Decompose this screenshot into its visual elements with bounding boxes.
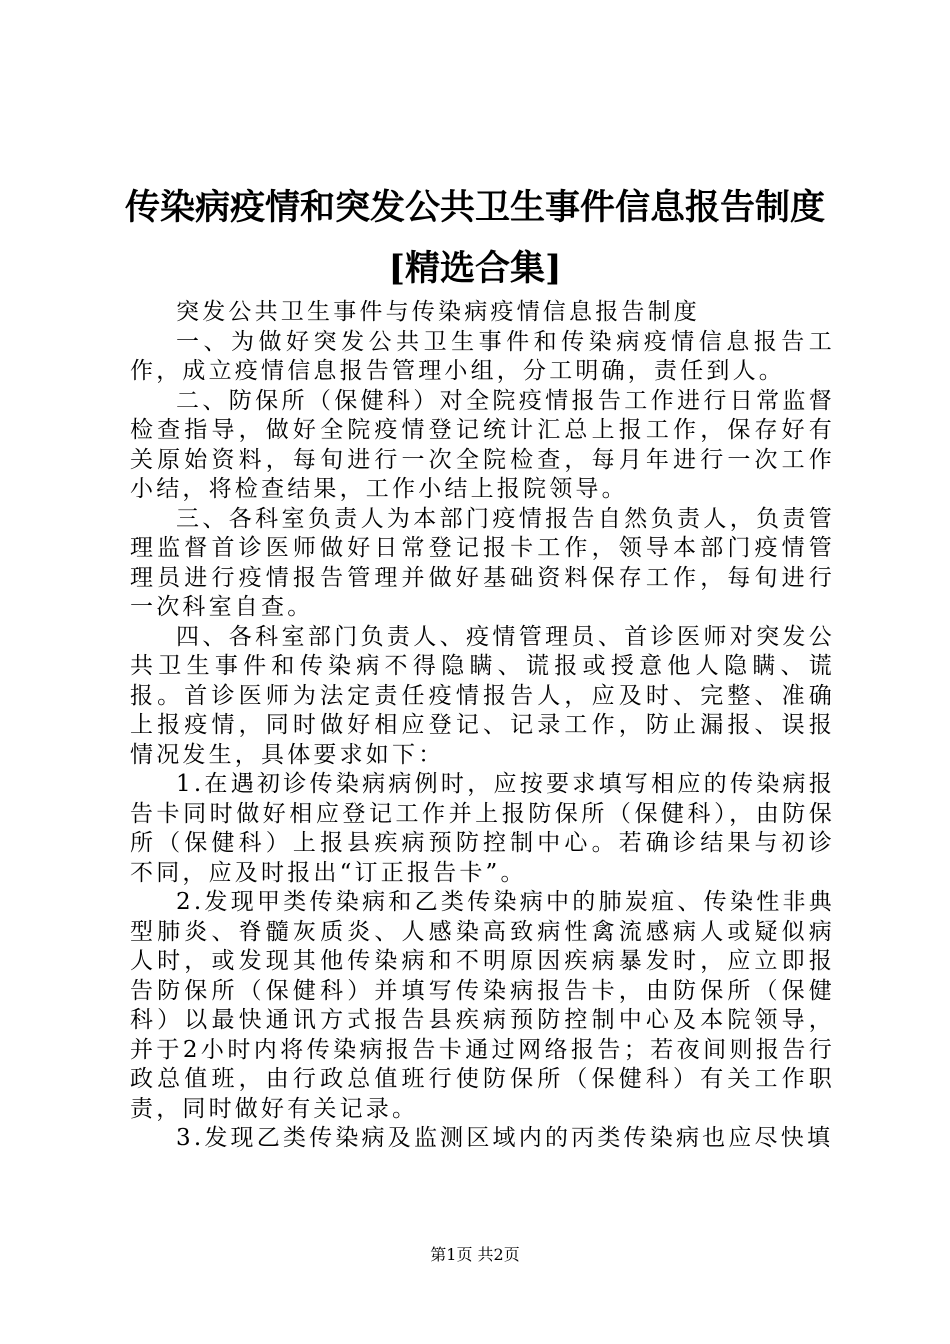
- paragraph: 四、各科室部门负责人、疫情管理员、首诊医师对突发公共卫生事件和传染病不得隐瞒、谎报或授意他人隐瞒、谎报。首诊医师为法定责任疫情报告人，应及时、完整、准确上报疫情，同时做好相应登记、记录工作，防止漏报、误报情况发生，具体要求如下：: [130, 623, 835, 768]
- document-title: 传染病疫情和突发公共卫生事件信息报告制度: [124, 187, 825, 228]
- paragraph: 2.发现甲类传染病和乙类传染病中的肺炭疽、传染性非典型肺炎、脊髓灰质炎、人感染高致病性禽流感病人或疑似病人时，或发现其他传染病和不明原因疾病暴发时，应立即报告防保所（保健科）并填写传染病报告卡，由防保所（保健科）以最快通讯方式报告县疾病预防控制中心及本院领导，并于2小时内将传染病报告卡通过网络报告；若夜间则报告行政总值班，由行政总值班行使防保所（保健科）有关工作职责，同时做好有关记录。: [130, 889, 835, 1122]
- document-body: [130, 298, 835, 1154]
- paragraph: 三、各科室负责人为本部门疫情报告自然负责人，负责管理监督首诊医师做好日常登记报卡工作，领导本部门疫情管理员进行疫情报告管理并做好基础资料保存工作，每旬进行一次科室自查。: [130, 505, 835, 620]
- paragraph: 3.发现乙类传染病及监测区域内的丙类传染病也应尽快填: [176, 1125, 834, 1151]
- paragraph: 突发公共卫生事件与传染病疫情信息报告制度: [176, 299, 700, 325]
- paragraph: 一、为做好突发公共卫生事件和传染病疫情信息报告工作，成立疫情信息报告管理小组，分工明确，责任到人。: [130, 328, 835, 384]
- page-number-footer: 第1页 共2页: [430, 1245, 520, 1264]
- document-subtitle: [精选合集]: [388, 248, 562, 289]
- paragraph: 二、防保所（保健科）对全院疫情报告工作进行日常监督检查指导，做好全院疫情登记统计汇总上报工作，保存好有关原始资料，每旬进行一次全院检查，每月年进行一次工作小结，将检查结果，工作小结上报院领导。: [130, 387, 835, 502]
- paragraph: 1.在遇初诊传染病病例时，应按要求填写相应的传染病报告卡同时做好相应登记工作并上报防保所（保健科），由防保所（保健科）上报县疾病预防控制中心。若确诊结果与初诊不同，应及时报出“订正报告卡”。: [130, 771, 835, 886]
